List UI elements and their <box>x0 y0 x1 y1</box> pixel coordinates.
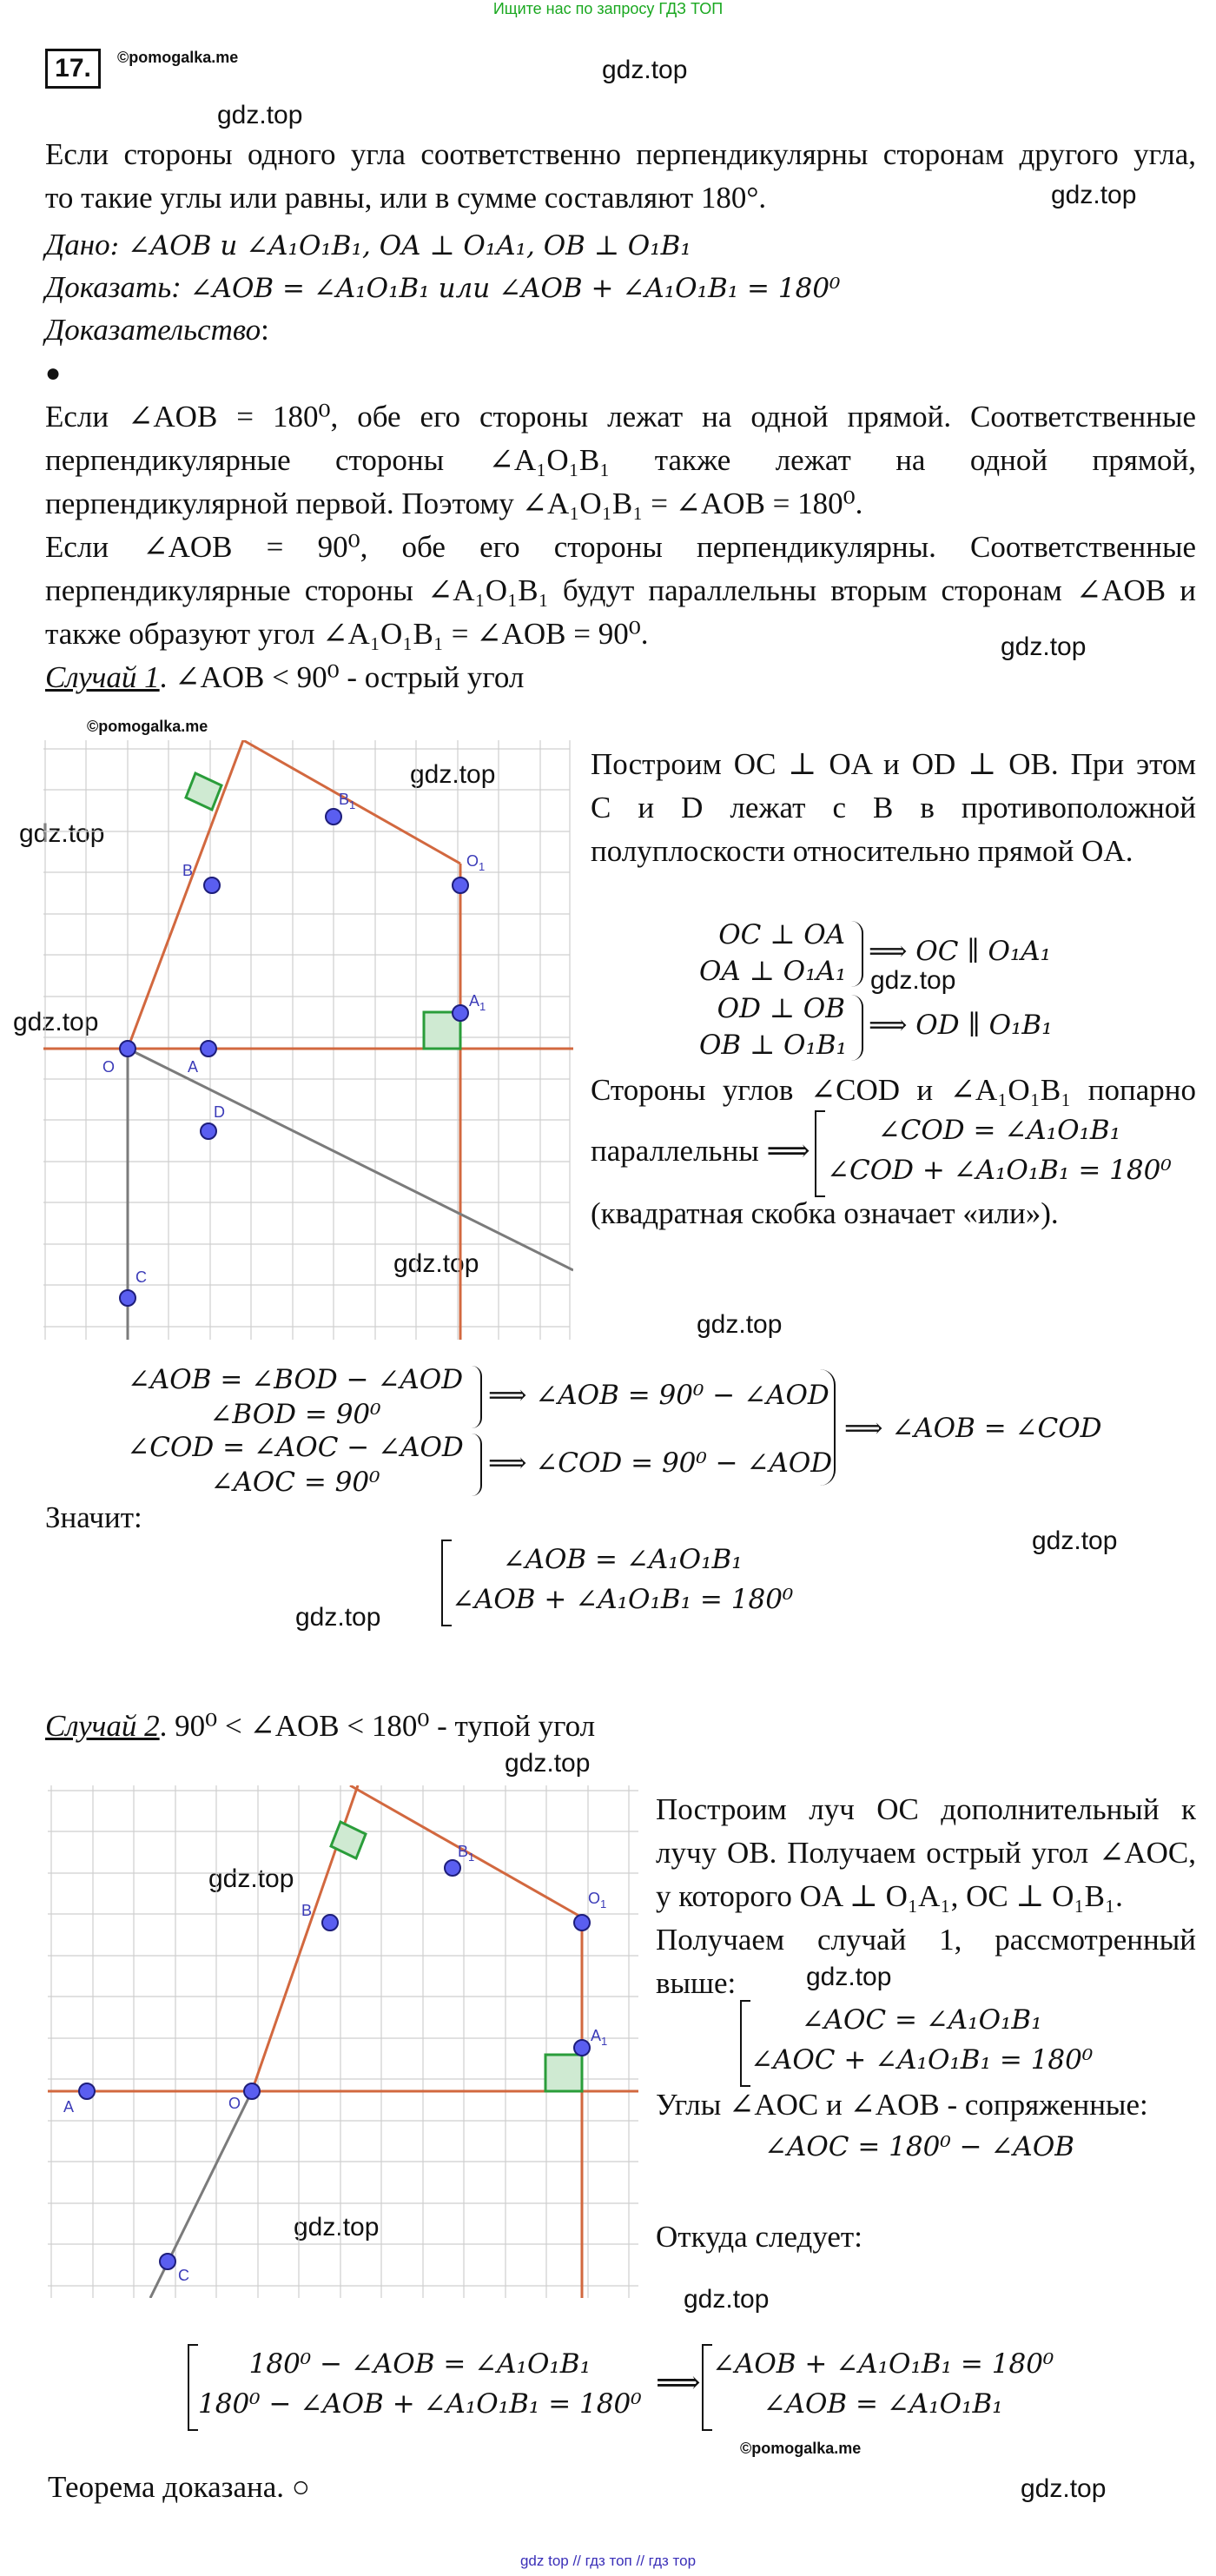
derivation-result: ⟹ ∠COD = 90⁰ − ∠AOD <box>488 1447 833 1479</box>
given-text: : ∠AOB и ∠A₁O₁B₁, OA ⊥ O₁A₁, OB ⊥ O₁B₁ <box>109 230 691 262</box>
system-line: OC ⊥ OA <box>718 919 845 950</box>
watermark: gdz.top <box>697 1310 783 1339</box>
system-line: ∠COD + ∠A₁O₁B₁ = 180⁰ <box>827 1155 1172 1186</box>
right-angle-mark <box>331 1822 366 1858</box>
system-line: ∠AOB + ∠A₁O₁B₁ = 180⁰ <box>452 1584 794 1615</box>
given <box>45 223 691 268</box>
watermark: gdz.top <box>505 1749 591 1778</box>
case2-text: Углы ∠AOC и ∠AOB - сопряженные: <box>656 2088 1148 2122</box>
system-line: ∠AOB = ∠A₁O₁B₁ <box>502 1544 743 1575</box>
label-b1: $B_1$ <box>458 1843 475 1864</box>
label-a: A <box>63 2098 75 2116</box>
para1-line: перпендикулярные стороны ∠A₁O₁B₁ также лежат на одной прямой, <box>45 443 1196 477</box>
case2-heading <box>45 1705 595 1748</box>
system-result: ⟹ OD ∥ O₁B₁ <box>869 1010 1053 1041</box>
point-o <box>120 1041 135 1056</box>
system-line: ∠AOB = ∠A₁O₁B₁ <box>763 2388 1003 2420</box>
label-c: C <box>135 1268 147 1286</box>
case1-text: Построим OC ⊥ OA и OD ⊥ OB. При этом <box>591 747 1196 781</box>
top-search-link[interactable]: Ищите нас по запросу ГДЗ ТОП <box>492 0 724 17</box>
watermark: gdz.top <box>1051 181 1137 209</box>
point-b <box>322 1915 338 1930</box>
point-b <box>204 877 220 893</box>
theorem-line: Если стороны одного угла соответственно перпендикулярны сторонам другого угла, <box>45 137 1196 171</box>
case2-text: лучу OB. Получаем острый угол ∠AOC, <box>656 1836 1196 1870</box>
proof-label: Доказательство <box>45 313 261 347</box>
bullet: ● <box>45 359 62 387</box>
para1-line: Если ∠AOB = 180⁰, обе его стороны лежат на одной прямой. Соответственные <box>45 400 1196 434</box>
point-a1 <box>574 2040 590 2056</box>
right-angle-mark <box>186 773 221 810</box>
case1-heading <box>45 656 524 699</box>
derivation-final: ⟹ ∠AOB = ∠COD <box>844 1413 1102 1444</box>
label-a1: $A_1$ <box>469 992 486 1013</box>
derivation-result: ⟹ ∠AOB = 90⁰ − ∠AOD <box>488 1380 829 1411</box>
label-o: O <box>228 2095 241 2112</box>
line-ob <box>128 740 243 1049</box>
case1-text: Стороны углов ∠COD и ∠A₁O₁B₁ попарно <box>591 1073 1196 1107</box>
label-a: A <box>188 1058 199 1076</box>
watermark: gdz.top <box>1001 632 1087 661</box>
watermark: gdz.top <box>13 1008 99 1036</box>
watermark: gdz.top <box>208 1864 294 1893</box>
watermark: gdz.top <box>870 966 956 995</box>
label-b1: $B_1$ <box>339 791 356 811</box>
point-a <box>79 2083 95 2099</box>
figure-case2 <box>48 1785 638 2298</box>
proof-colon: : <box>261 313 269 347</box>
system-line: ∠AOC = ∠A₁O₁B₁ <box>801 2004 1042 2036</box>
derivation-a <box>122 1362 469 1432</box>
system-line: ∠AOB + ∠A₁O₁B₁ = 180⁰ <box>712 2348 1054 2380</box>
point-b1 <box>326 809 341 824</box>
case2-text: у которого OA ⊥ O₁A₁, OC ⊥ O₁B₁. <box>656 1879 1123 1913</box>
footer-links[interactable]: gdz top // гдз топ // гдз тор <box>519 2553 697 2569</box>
derivation-b <box>122 1430 469 1500</box>
watermark: gdz.top <box>294 2213 380 2242</box>
conclusion: Теорема доказана. ○ <box>48 2470 310 2504</box>
system-line: ∠AOC + ∠A₁O₁B₁ = 180⁰ <box>750 2044 1094 2076</box>
system-result: ⟹ OC ∥ O₁A₁ <box>869 936 1052 967</box>
case1-title: Случай 1 <box>45 660 160 694</box>
system-1 <box>699 917 845 990</box>
label-b: B <box>182 862 194 879</box>
system-line: 180⁰ − ∠AOB = ∠A₁O₁B₁ <box>248 2348 591 2380</box>
case2-text: Откуда следует: <box>656 2220 862 2254</box>
or-bracket <box>188 2344 198 2431</box>
watermark: gdz.top <box>602 56 688 84</box>
given-label: Дано <box>45 228 110 262</box>
system-2 <box>699 990 848 1063</box>
brace <box>820 1369 836 1486</box>
para2-line: Если ∠AOB = 90⁰, обе его стороны перпендикулярны. Соответственные <box>45 530 1196 564</box>
system-line: OA ⊥ O₁A₁ <box>699 956 847 987</box>
brace <box>849 921 863 987</box>
point-a <box>201 1041 216 1056</box>
label-c: C <box>178 2267 189 2284</box>
case2-title: Случай 2 <box>45 1709 160 1743</box>
watermark: gdz.top <box>1021 2474 1107 2503</box>
watermark: gdz.top <box>1032 1526 1118 1555</box>
copyright: ©pomogalka.me <box>87 718 208 735</box>
line-od <box>128 1049 573 1270</box>
point-c <box>120 1290 135 1306</box>
prove-label: Доказать: <box>45 270 182 304</box>
point-a1 <box>453 1005 468 1021</box>
case2-text: Получаем случай 1, рассмотренный <box>656 1923 1196 1957</box>
watermark: gdz.top <box>410 760 496 789</box>
figure-case1 <box>43 740 573 1340</box>
label-o1: $O_1$ <box>588 1890 607 1910</box>
para2-line: перпендикулярные стороны ∠A₁O₁B₁ будут параллельны вторым сторонам ∠AOB и <box>45 573 1196 607</box>
implies-arrow: ⟹ <box>656 2365 701 2401</box>
label-o1: $O_1$ <box>466 852 486 873</box>
system-line: ∠AOB = ∠BOD − ∠AOD <box>127 1364 464 1395</box>
case2-rest: . 90⁰ < ∠AOB < 180⁰ - тупой угол <box>159 1709 596 1743</box>
system-line: ∠AOC = 90⁰ <box>210 1467 380 1498</box>
watermark: gdz.top <box>295 1603 381 1632</box>
copyright: ©pomogalka.me <box>117 49 239 66</box>
or-system <box>827 1110 1172 1190</box>
brace <box>849 995 863 1061</box>
para1-line: перпендикулярной первой. Поэтому ∠A₁O₁B₁ = ∠AOB = 180⁰. <box>45 487 863 520</box>
or-bracket <box>815 1110 825 1197</box>
label-d: D <box>214 1103 225 1121</box>
copyright: ©pomogalka.me <box>740 2440 862 2457</box>
case1-rest: . ∠AOB < 90⁰ - острый угол <box>159 660 525 694</box>
system-line: 180⁰ − ∠AOB + ∠A₁O₁B₁ = 180⁰ <box>198 2388 642 2420</box>
case1-text: полуплоскости относительно прямой OA. <box>591 834 1133 868</box>
watermark: gdz.top <box>393 1249 479 1278</box>
label-b: B <box>301 1902 313 1919</box>
therefore: Значит: <box>45 1500 142 1534</box>
case2-or-system <box>750 2000 1093 2080</box>
system-line: ∠COD = ∠AOC − ∠AOD <box>127 1432 464 1463</box>
case1-note: (квадратная скобка означает «или»). <box>591 1196 1059 1230</box>
or-bracket <box>441 1540 452 1626</box>
label-a1: $A_1$ <box>591 2027 608 2048</box>
brace <box>470 1434 482 1496</box>
watermark: gdz.top <box>806 1963 892 1991</box>
point-o1 <box>574 1915 590 1930</box>
watermark: gdz.top <box>217 101 303 129</box>
label-o: O <box>102 1058 116 1076</box>
point-o <box>244 2083 260 2099</box>
case2-final-left <box>198 2344 642 2424</box>
case2-text: выше: <box>656 1966 737 2000</box>
case1-text: C и D лежат с B в противоположной <box>591 791 1196 824</box>
brace <box>470 1366 482 1428</box>
point-c <box>160 2254 175 2269</box>
watermark: gdz.top <box>19 819 105 848</box>
problem-number: 17. <box>45 49 101 89</box>
proof-heading <box>45 308 269 352</box>
prove-text: ∠AOB = ∠A₁O₁B₁ или ∠AOB + ∠A₁O₁B₁ = 180⁰ <box>181 273 841 304</box>
system-line: OB ⊥ O₁B₁ <box>699 1030 848 1061</box>
case2-adj-eq: ∠AOC = 180⁰ − ∠AOB <box>764 2131 1075 2162</box>
point-b1 <box>445 1860 460 1876</box>
point-o1 <box>453 877 468 893</box>
point-d <box>201 1123 216 1139</box>
or-bracket <box>702 2344 712 2431</box>
case2-text: Построим луч OC дополнительный к <box>656 1792 1196 1826</box>
watermark: gdz.top <box>684 2285 770 2314</box>
case1-conclusion <box>452 1540 793 1619</box>
theorem-line: то такие углы или равны, или в сумме составляют 180°. <box>45 181 767 215</box>
system-line: ∠BOD = 90⁰ <box>209 1399 381 1430</box>
prove <box>45 266 840 310</box>
right-angle-mark <box>545 2055 582 2091</box>
system-line: ∠COD = ∠A₁O₁B₁ <box>877 1115 1121 1146</box>
or-bracket <box>740 2000 750 2087</box>
system-line: OD ⊥ OB <box>717 993 845 1024</box>
case2-final-right <box>712 2344 1054 2424</box>
para2-line: также образуют угол ∠A₁O₁B₁ = ∠AOB = 90⁰. <box>45 617 649 651</box>
case1-text: параллельны ⟹ <box>591 1134 810 1168</box>
